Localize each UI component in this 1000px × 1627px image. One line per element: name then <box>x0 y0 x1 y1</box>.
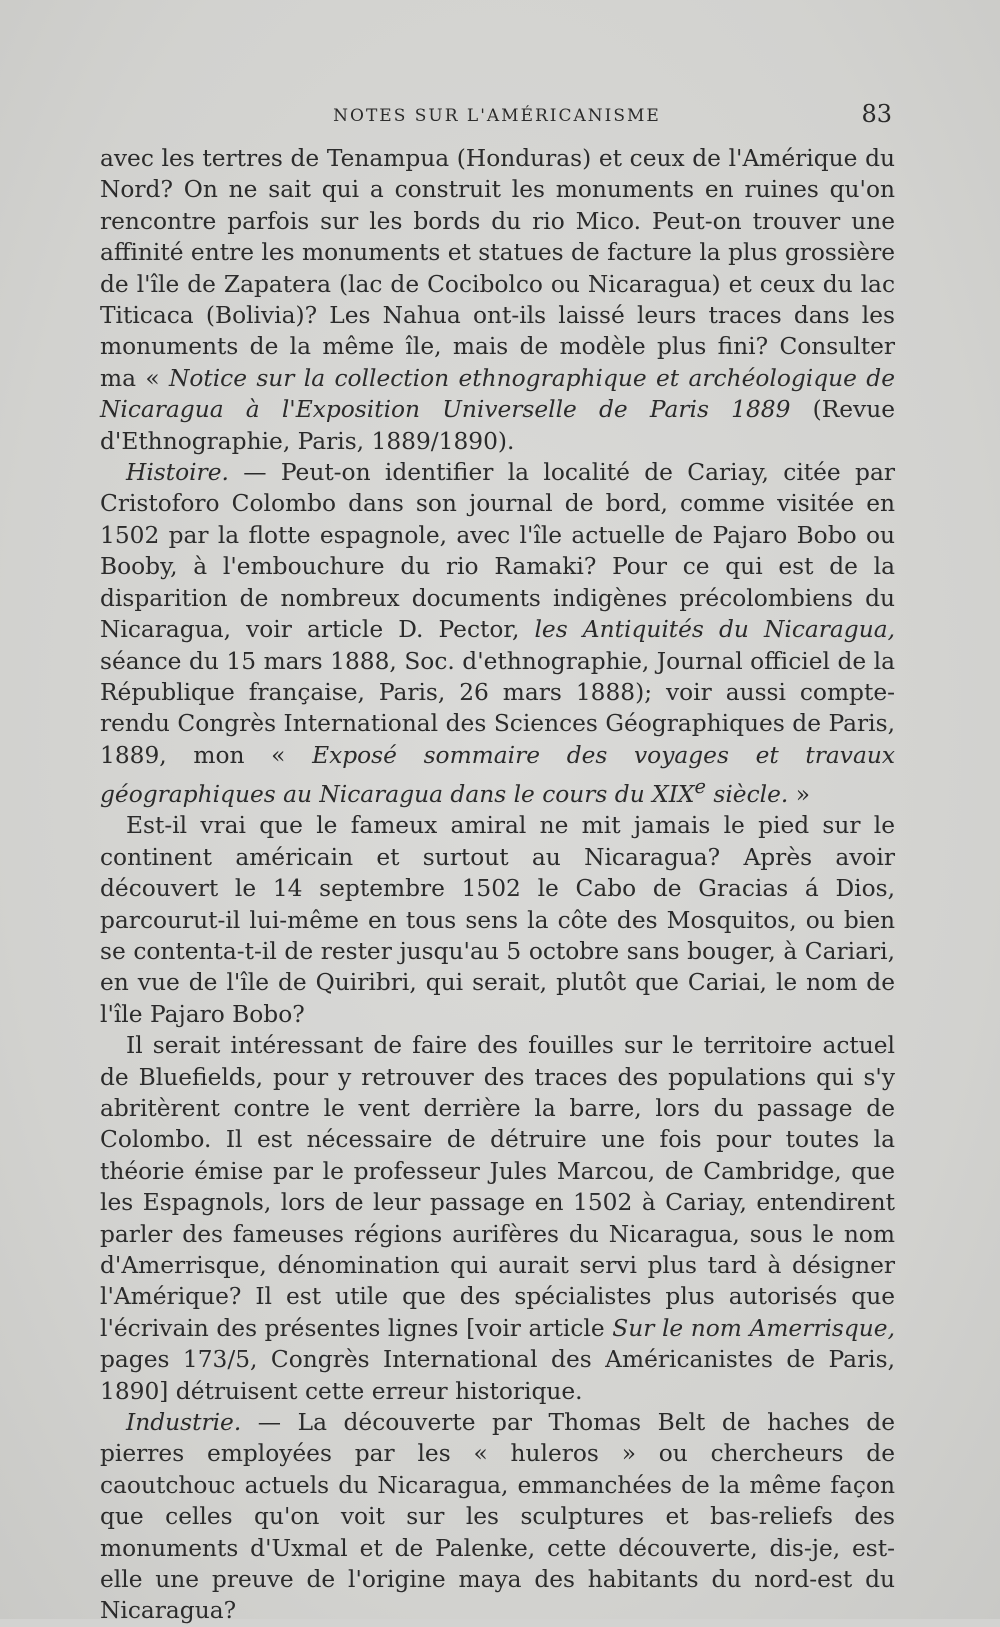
running-head: NOTES SUR L'AMÉRICANISME <box>333 106 661 126</box>
text-run: (Revue d'Ethnographie, Paris, 1889/1890). <box>100 396 895 455</box>
text-run: — La découverte par Thomas Belt de haches de pierres employées par les « huleros » ou chercheurs de caoutchouc actuels du Nicaragua, emmanchées de la même façon que celles qu'on voit sur les sculptures et bas-reliefs des monuments d'Uxmal et de Palenke, cette découverte, dis-je, est-elle une preuve de l'origine maya des habitants du nord-est du Nicaragua? <box>100 1409 895 1625</box>
body-text <box>100 143 895 1627</box>
italic-title: Exposé sommaire des voyages et travaux géographiques au Nicaragua dans le cours du XIX <box>100 741 895 808</box>
paragraph-2 <box>100 457 895 810</box>
section-lead: Industrie. <box>126 1409 242 1437</box>
text-run: séance du 15 mars 1888, Soc. d'ethnographie, Journal officiel de la République française, Paris, 26 mars 1888); voir aussi compte-rendu Congrès International des Sciences Géographiques de Paris, 1889, mon « <box>100 647 895 769</box>
paragraph-1 <box>100 143 895 457</box>
paragraph-3: Est-il vrai que le fameux amiral ne mit jamais le pied sur le continent américain et surtout au Nicaragua? Après avoir découvert le 14 septembre 1502 le Cabo de Gracias á Dios, parcourut-il lui-même en tous sens la côte des Mosquitos, ou bien se contenta-t-il de rester jusqu'au 5 octobre sans bouger, à Cariari, en vue de l'île de Quiribri, qui serait, plutôt que Cariai, le nom de l'île Pajaro Bobo? <box>100 812 895 1028</box>
italic-title: Notice sur la collection ethnographique et archéologique de Nicaragua à l'Exposition Universelle de Paris 1889 <box>100 364 896 424</box>
paragraph-4 <box>100 1030 895 1407</box>
superscript: e <box>694 775 706 799</box>
text-run: avec les tertres de Tenampua (Honduras) et ceux de l'Amérique du Nord? On ne sait qui a construit les monuments en ruines qu'on rencontre parfois sur les bords du rio Mico. Peut-on trouver une affinité entre les monuments et statues de facture la plus grossière de l'île de Zapatera (lac de Cocibolco ou Nicaragua) et ceux du lac Titicaca (Bolivia)? Les Nahua ont-ils laissé leurs traces dans les monuments de la même île, mais de modèle plus fini? Consulter ma « <box>100 145 895 392</box>
page-header <box>102 100 892 134</box>
text-run: » <box>788 780 810 808</box>
page-number: 83 <box>861 100 892 128</box>
italic-title: les Antiquités du Nicaragua, <box>534 616 896 644</box>
section-lead: Histoire. <box>126 459 229 487</box>
italic-title: siècle. <box>706 780 789 808</box>
paragraph-5 <box>100 1407 895 1627</box>
italic-title: Sur le nom Amerrisque, <box>612 1314 895 1342</box>
text-run: — Peut-on identifier la localité de Cariay, citée par Cristoforo Colombo dans son journal de bord, comme visitée en 1502 par la flotte espagnole, avec l'île actuelle de Pajaro Bobo ou Booby, à l'embouchure du rio Ramaki? Pour ce qui est de la disparition de nombreux documents indigènes précolombiens du Nicaragua, voir article D. Pector, <box>100 459 895 644</box>
text-run: pages 173/5, Congrès International des Américanistes de Paris, 1890] détruisent cette erreur historique. <box>100 1346 895 1405</box>
text-run: Il serait intéressant de faire des fouilles sur le territoire actuel de Bluefields, pour y retrouver des traces des populations qui s'y abritèrent contre le vent derrière la barre, lors du passage de Colombo. Il est nécessaire de détruire une fois pour toutes la théorie émise par le professeur Jules Marcou, de Cambridge, que les Espagnols, lors de leur passage en 1502 à Cariay, entendirent parler des fameuses régions aurifères du Nicaragua, sous le nom d'Amerrisque, dénomination qui aurait servi plus tard à désigner l'Amérique? Il est utile que des spécialistes plus autorisés que l'écrivain des présentes lignes [voir article <box>100 1032 895 1342</box>
